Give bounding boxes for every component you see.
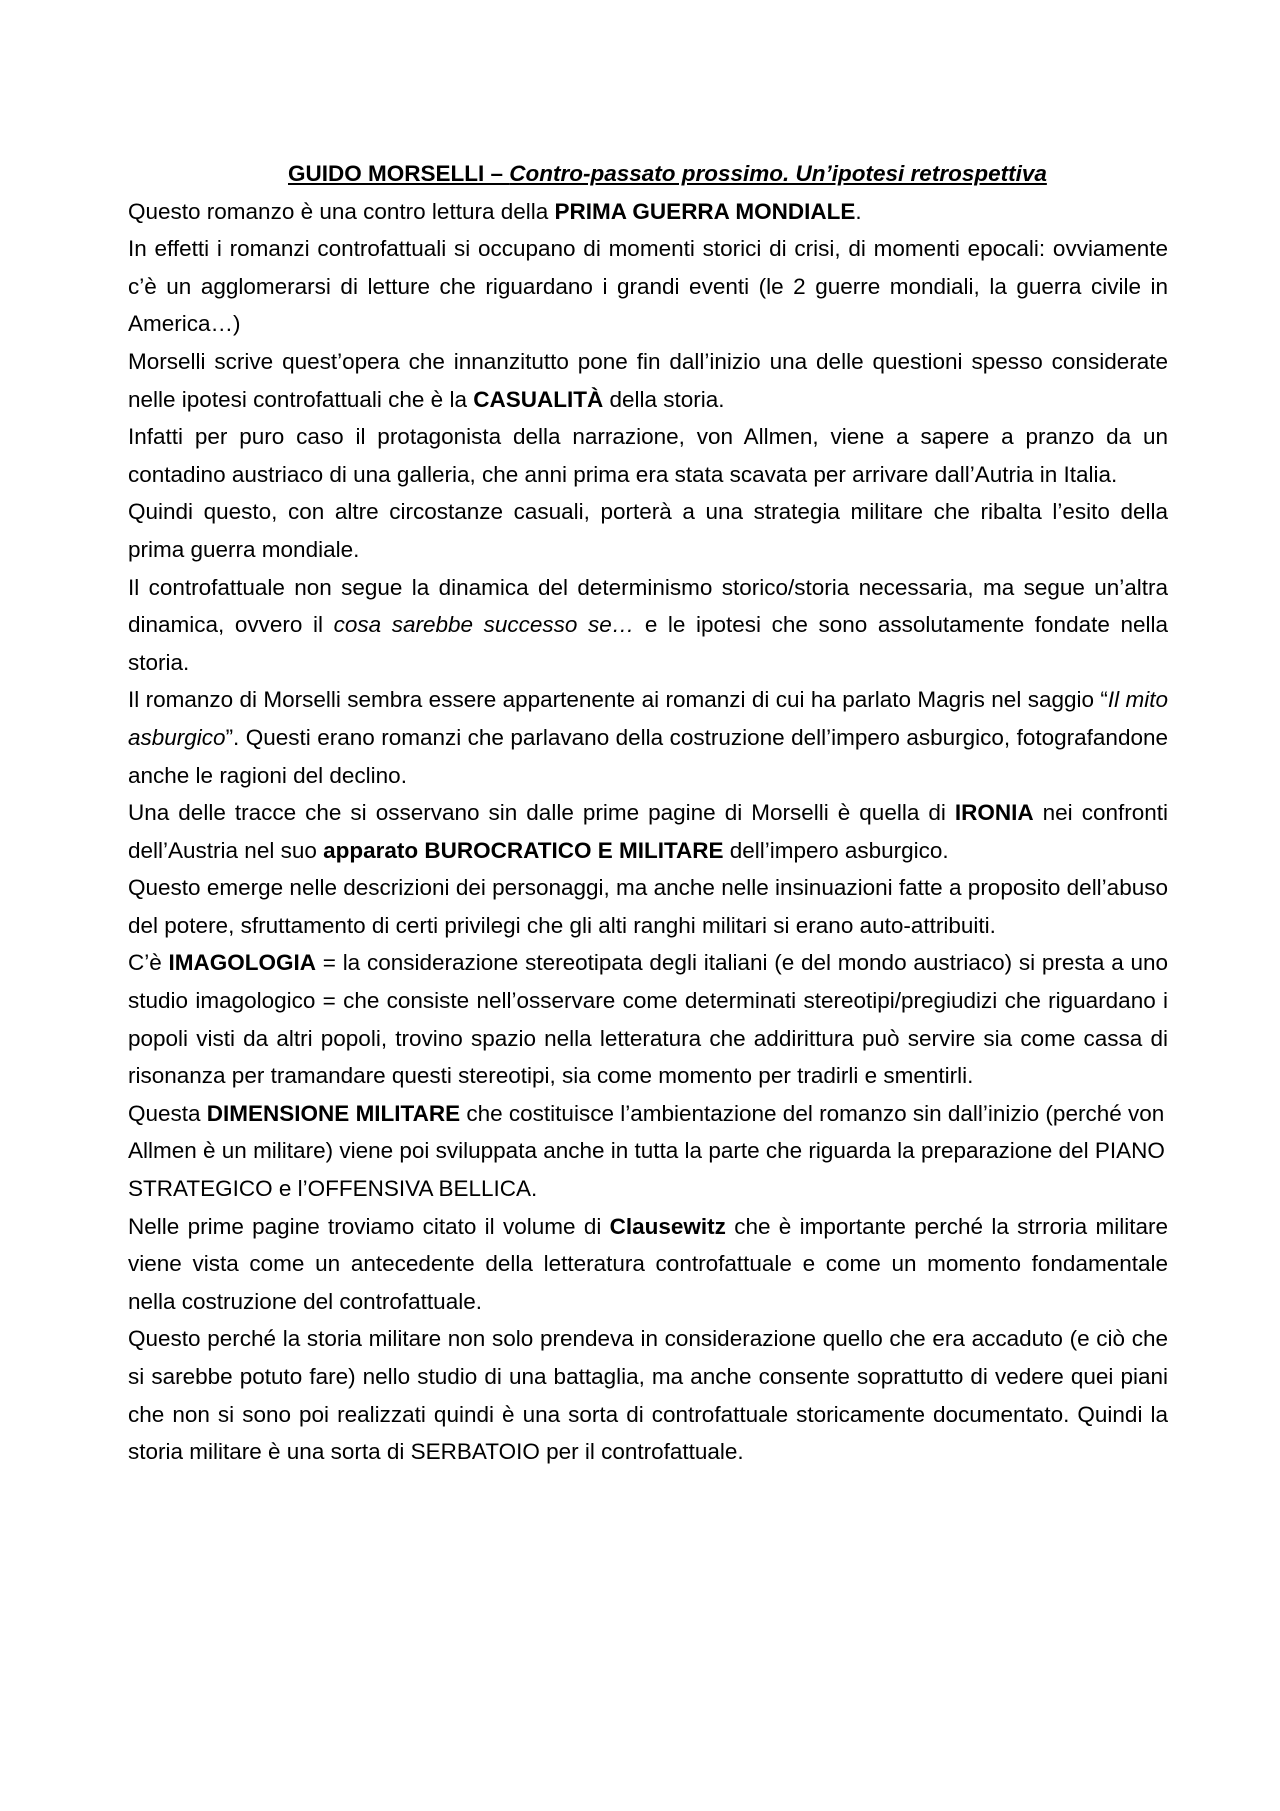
paragraph-6 (128, 569, 1168, 682)
paragraph-14: Questo perché la storia militare non solo prendeva in considerazione quello che era accaduto (e ciò che si sarebbe potuto fare) nello studio di una battaglia, ma anche consente soprattutto di vedere quei piani che non si sono poi realizzati quindi è una sorta di controfattuale storicamente documentato. Quindi la storia militare è una sorta di SERBATOIO per il controfattuale. (128, 1326, 1168, 1465)
bold-run: Clausewitz (609, 1213, 726, 1239)
title-book: Contro-passato prossimo. Un’ipotesi retrospettiva (509, 161, 1047, 186)
paragraph-7 (128, 681, 1168, 794)
paragraph-8 (128, 794, 1168, 869)
paragraph-3 (128, 343, 1168, 418)
text-run: . (855, 198, 862, 224)
paragraph-11 (128, 1095, 1168, 1170)
paragraph-5: Quindi questo, con altre circostanze casuali, porterà a una strategia militare che ribalta l’esito della prima guerra mondiale. (128, 499, 1168, 562)
text-run: C’è (128, 950, 169, 976)
paragraph-12: STRATEGICO e l’OFFENSIVA BELLICA. (128, 1176, 538, 1202)
paragraph-4: Infatti per puro caso il protagonista della narrazione, von Allmen, viene a sapere a pranzo da un contadino austriaco di una galleria, che anni prima era stata scavata per arrivare dall’Autria in Italia. (128, 424, 1168, 487)
paragraph-13 (128, 1208, 1168, 1321)
text-run: dell’impero asburgico. (723, 837, 949, 863)
document-title (288, 155, 1168, 193)
bold-run: PRIMA GUERRA MONDIALE (554, 198, 856, 224)
text-run: Questa (128, 1100, 207, 1126)
text-run: Nelle prime pagine troviamo citato il volume di (128, 1213, 610, 1239)
document-body (128, 155, 1168, 1471)
paragraph-10 (128, 944, 1168, 1094)
text-run: Il controfattuale non segue la dinamica del determinismo storico/storia necessaria, ma segue un’altra dinamica, ovvero il (128, 574, 1168, 638)
text-run: Questo romanzo è una contro lettura della (128, 198, 555, 224)
bold-run: CASUALITÀ (473, 386, 604, 412)
text-run: Morselli scrive quest’opera che innanzitutto pone fin dall’inizio una delle questioni spesso considerate nelle ipotesi controfattuali che è la (128, 348, 1168, 412)
text-run: nei confronti dell’Austria nel suo (128, 800, 1168, 863)
italic-run: Il mito asburgico (128, 687, 1168, 750)
italic-run: cosa sarebbe successo se… (333, 612, 635, 638)
bold-run: DIMENSIONE MILITARE (206, 1100, 461, 1126)
paragraph-2: In effetti i romanzi controfattuali si occupano di momenti storici di crisi, di momenti epocali: ovviamente c’è un agglomerarsi di letture che riguardano i grandi eventi (le 2 guerre mondiali, la guerra civile in America…) (128, 236, 1168, 337)
paragraph-1 (128, 193, 1168, 231)
bold-run: apparato BUROCRATICO E MILITARE (323, 837, 724, 863)
text-run: Il romanzo di Morselli sembra essere appartenente ai romanzi di cui ha parlato Magris nel saggio “ (128, 687, 1108, 713)
text-run: della storia. (603, 386, 725, 412)
title-author: GUIDO MORSELLI – (288, 161, 510, 186)
text-run: ”. Questi erano romanzi che parlavano della costruzione dell’impero asburgico, fotografandone anche le ragioni del declino. (128, 724, 1168, 788)
text-run: Una delle tracce che si osservano sin dalle prime pagine di Morselli è quella di (128, 800, 955, 826)
text-run: che costituisce l’ambientazione del romanzo sin dall’inizio (perché von Allmen è un militare) viene poi sviluppata anche in tutta la parte che riguarda la preparazione del PIANO (128, 1100, 1165, 1164)
text-run: e le ipotesi che sono assolutamente fondate nella storia. (128, 612, 1168, 675)
bold-run: IRONIA (954, 800, 1034, 826)
bold-run: IMAGOLOGIA (168, 950, 317, 976)
text-run: che è importante perché la strroria militare viene vista come un antecedente della letteratura controfattuale e come un momento fondamentale nella costruzione del controfattuale. (128, 1213, 1168, 1314)
text-run: = la considerazione stereotipata degli italiani (e del mondo austriaco) si presta a uno studio imagologico = che consiste nell’osservare come determinati stereotipi/pregiudizi che riguardano i popoli visti da altri popoli, trovino spazio nella letteratura che addirittura può servire sia come cassa di risonanza per tramandare questi stereotipi, sia come momento per tradirli e smentirli. (128, 950, 1169, 1089)
paragraph-9: Questo emerge nelle descrizioni dei personaggi, ma anche nelle insinuazioni fatte a proposito dell’abuso del potere, sfruttamento di certi privilegi che gli alti ranghi militari si erano auto-attribuiti. (128, 875, 1168, 938)
